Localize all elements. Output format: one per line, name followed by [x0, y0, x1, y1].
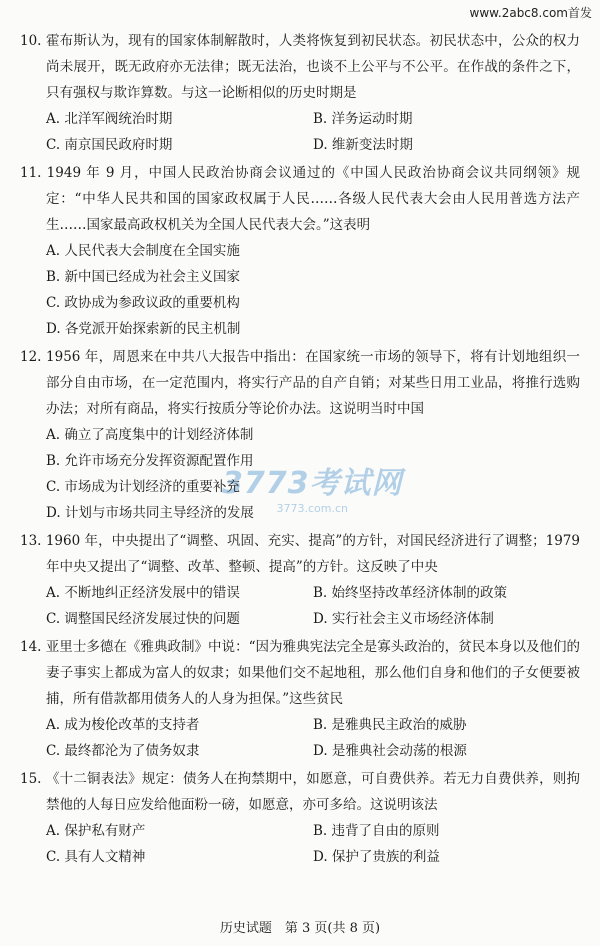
question-options — [20, 580, 580, 632]
option-b[interactable]: B. 新中国已经成为社会主义国家 — [46, 269, 241, 285]
question-stem: 11. 1949 年 9 月，中国人民政治协商会议通过的《中国人民政治协商会议共同纲领》规定：“中华人民共和国的国家政权属于人民……各级人民代表大会由人民用普选方法产生……国家最高政权机关为全国人民代表大会。”这表明 — [20, 165, 580, 233]
question-stem: 15. 《十二铜表法》规定：债务人在拘禁期中，如愿意，可自费供养。若无力自费供养，则拘禁他的人每日应发给他面粉一磅，如愿意，亦可多给。这说明该法 — [20, 771, 580, 813]
site-header-text: www.2abc8.com首发 — [469, 6, 592, 20]
option-a[interactable]: A. 北洋军阀统治时期 — [46, 111, 173, 127]
question-12 — [20, 344, 580, 526]
watermark-logo: 3773考试网 — [222, 466, 403, 501]
option-a[interactable]: A. 不断地纠正经济发展中的错误 — [46, 585, 240, 601]
option-a[interactable]: A. 确立了高度集中的计划经济体制 — [46, 427, 254, 443]
watermark-url: 3773.com.cn — [276, 502, 348, 515]
option-a[interactable]: A. 成为梭伦改革的支持者 — [46, 717, 200, 733]
option-c[interactable]: C. 最终都沦为了债务奴隶 — [46, 743, 200, 759]
option-d[interactable]: D. 是雅典社会动荡的根源 — [313, 743, 467, 759]
question-options — [20, 818, 580, 870]
question-stem: 10. 霍布斯认为，现有的国家体制解散时，人类将恢复到初民状态。初民状态中，公众的权力尚未展开，既无政府亦无法律；既无法治，也谈不上公平与不公平。在作战的条件之下，只有强权与欺诈算数。与这一论断相似的历史时期是 — [20, 33, 580, 101]
question-15 — [20, 766, 580, 870]
question-10 — [20, 28, 580, 158]
page-footer: 历史试题 第 3 页(共 8 页) — [219, 921, 381, 936]
question-14 — [20, 634, 580, 764]
option-b[interactable]: B. 洋务运动时期 — [313, 111, 413, 127]
option-d[interactable]: D. 维新变法时期 — [313, 137, 413, 153]
option-c[interactable]: C. 市场成为计划经济的重要补充 — [46, 479, 240, 495]
question-options — [20, 238, 580, 342]
option-b[interactable]: B. 违背了自由的原则 — [313, 823, 440, 839]
option-d[interactable]: D. 计划与市场共同主导经济的发展 — [46, 505, 254, 521]
question-stem: 13. 1960 年，中央提出了“调整、巩固、充实、提高”的方针，对国民经济进行了调整；1979 年中央又提出了“调整、改革、整顿、提高”的方针。这反映了中央 — [20, 533, 580, 575]
option-b[interactable]: B. 是雅典民主政治的威胁 — [313, 717, 467, 733]
option-d[interactable]: D. 各党派开始探索新的民主机制 — [46, 321, 241, 337]
question-stem: 14. 亚里士多德在《雅典政制》中说：“因为雅典宪法完全是寡头政治的，贫民本身以及他们的妻子事实上都成为富人的奴隶；如果他们交不起地租，那么他们自身和他们的子女便要被捕，所有借款都用债务人的人身为担保。”这些贫民 — [20, 639, 580, 707]
option-c[interactable]: C. 具有人文精神 — [46, 849, 146, 865]
option-d[interactable]: D. 保护了贵族的利益 — [313, 849, 440, 865]
option-b[interactable]: B. 允许市场充分发挥资源配置作用 — [46, 453, 254, 469]
question-options — [20, 712, 580, 764]
question-13 — [20, 528, 580, 632]
question-11 — [20, 160, 580, 342]
option-c[interactable]: C. 南京国民政府时期 — [46, 137, 173, 153]
option-c[interactable]: C. 调整国民经济发展过快的问题 — [46, 611, 240, 627]
question-options — [20, 106, 580, 158]
option-d[interactable]: D. 实行社会主义市场经济体制 — [313, 611, 494, 627]
question-options — [20, 422, 580, 526]
option-a[interactable]: A. 人民代表大会制度在全国实施 — [46, 243, 240, 259]
exam-page — [20, 28, 580, 872]
option-b[interactable]: B. 始终坚持改革经济体制的政策 — [313, 585, 508, 601]
question-stem: 12. 1956 年，周恩来在中共八大报告中指出：在国家统一市场的领导下，将有计划地组织一部分自由市场，在一定范围内，将实行产品的自产自销；对某些日用工业品，将推行选购办法；对所有商品，将实行按质分等论价办法。这说明当时中国 — [20, 349, 580, 417]
option-c[interactable]: C. 政协成为参政议政的重要机构 — [46, 295, 240, 311]
option-a[interactable]: A. 保护私有财产 — [46, 823, 146, 839]
